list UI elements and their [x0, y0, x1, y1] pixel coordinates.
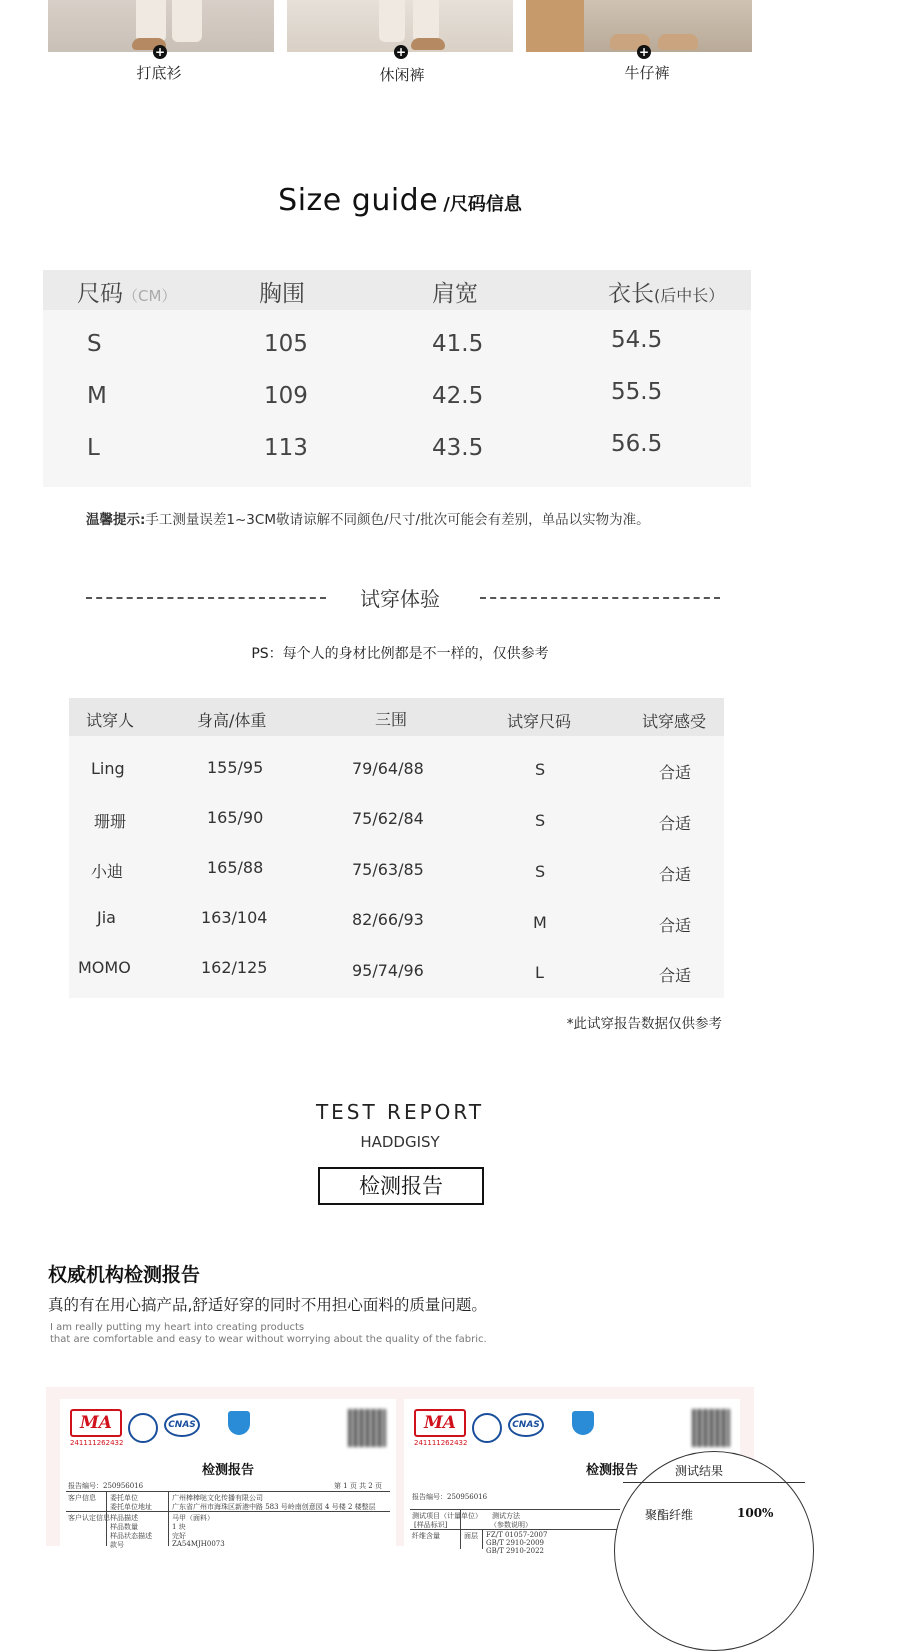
header-measurements: 三围 [375, 710, 408, 729]
size-row-l-shoulder: 43.5 [432, 435, 484, 461]
client-value: 广州棒棒哒文化传播有限公司 [172, 1494, 263, 1502]
cnas-logo-icon: CNAS [508, 1413, 544, 1437]
try-row-3-feel: 合适 [659, 865, 692, 884]
cma-logo-icon: MA [414, 1409, 466, 1437]
product-label-2[interactable]: 休闲裤 [379, 66, 425, 84]
try-on-header [69, 698, 724, 736]
header-chest: 胸围 [259, 281, 305, 307]
magnified-result-title: 测试结果 [675, 1464, 724, 1478]
try-row-3-size: S [535, 862, 546, 881]
sample-state-label: 样品状态描述 [110, 1532, 152, 1540]
standard-2: GB/T 2910-2009 [486, 1539, 544, 1547]
try-row-3-measure: 75/63/85 [352, 860, 424, 879]
table-line [410, 1529, 620, 1530]
try-on-table [69, 698, 724, 998]
sample-qty-value: 1 块 [172, 1523, 186, 1531]
size-row-l-chest: 113 [264, 435, 308, 461]
client-label: 委托单位 [110, 1494, 138, 1502]
product-label-1[interactable]: 打底衫 [136, 64, 182, 82]
test-method-header: 测试方法 [492, 1512, 520, 1520]
try-row-5-measure: 95/74/96 [352, 961, 424, 980]
try-row-4-size: M [533, 913, 547, 932]
size-guide-title-en: Size guide [278, 183, 439, 218]
size-row-s-length: 54.5 [611, 327, 663, 353]
size-table [43, 270, 751, 487]
try-row-4-feel: 合适 [659, 916, 692, 935]
table-line [106, 1491, 107, 1546]
sample-desc-value: 马甲（面料） [172, 1514, 214, 1522]
customer-confirm-label: 客户认定信息 [68, 1514, 110, 1522]
try-on-title [0, 583, 800, 613]
try-row-2-person: 珊珊 [94, 812, 127, 831]
header-size-unit: （CM） [123, 287, 177, 305]
authority-subtitle: 真的有在用心搞产品,舒适好穿的同时不用担心面料的质量问题。 [48, 1296, 487, 1314]
authority-title: 权威机构检测报告 [48, 1264, 201, 1286]
report-number: 报告编号：250956016 [412, 1493, 488, 1501]
sample-id-header: [样品标识] [414, 1521, 448, 1529]
certificate-image-2[interactable] [404, 1399, 774, 1555]
header-length: 衣长(后中长） [608, 281, 725, 307]
photo-shoe [411, 38, 445, 50]
style-number-value: ZA54MJH0073 [172, 1540, 225, 1548]
size-row-m-size: M [87, 383, 107, 409]
cma-logo-icon: MA [70, 1409, 122, 1437]
size-row-l-size: L [87, 435, 100, 461]
try-row-5-size: L [535, 963, 544, 982]
page-indicator: 第 1 页 共 2 页 [333, 1482, 382, 1490]
photo-leg [136, 0, 166, 42]
test-report-box: 检测报告 [318, 1167, 484, 1205]
test-report-title: TEST REPORT [315, 1100, 485, 1124]
divider-right [480, 597, 720, 599]
size-row-m-chest: 109 [264, 383, 308, 409]
try-row-4-hw: 163/104 [201, 908, 268, 927]
sample-qty-label: 样品数量 [110, 1523, 138, 1531]
size-row-l-length: 56.5 [611, 431, 663, 457]
try-row-5-person: MOMO [78, 958, 131, 977]
face-layer-label: 面层 [464, 1532, 478, 1540]
product-label-3[interactable]: 牛仔裤 [624, 64, 670, 82]
fiber-content-label: 纤维含量 [412, 1532, 440, 1540]
size-table-header [43, 270, 751, 310]
size-guide-title-cn: /尺码信息 [443, 194, 522, 215]
table-line [460, 1509, 461, 1549]
header-shoulder: 肩宽 [432, 281, 478, 307]
try-row-2-size: S [535, 811, 546, 830]
ecommerce-testing-shield-icon [228, 1411, 250, 1435]
try-row-3-person: 小迪 [91, 862, 124, 881]
table-line [66, 1511, 390, 1512]
test-item-header: 测试项目（计量单位） [412, 1512, 482, 1520]
add-product-2-icon[interactable]: + [395, 45, 407, 59]
qr-code-icon [348, 1409, 386, 1447]
size-note-text: 手工测量误差1~3CM敬请谅解不同颜色/尺寸/批次可能会有差别，单品以实物为准。 [145, 512, 650, 528]
size-note [86, 508, 650, 528]
add-product-3-icon[interactable]: + [638, 45, 650, 59]
try-row-1-hw: 155/95 [207, 758, 264, 777]
try-row-1-size: S [535, 760, 546, 779]
qr-code-icon [692, 1409, 730, 1447]
table-line [168, 1491, 169, 1546]
table-line [410, 1509, 620, 1510]
header-length-note: (后中长） [654, 286, 725, 305]
header-feel: 试穿感受 [642, 712, 707, 731]
photo-leg [413, 0, 439, 42]
try-row-2-hw: 165/90 [207, 808, 264, 827]
magnified-item: 聚酯纤维 [645, 1508, 694, 1522]
try-row-1-feel: 合适 [659, 763, 692, 782]
try-row-3-hw: 165/88 [207, 858, 264, 877]
cma-number: 241111262432 [70, 1439, 124, 1447]
try-row-5-feel: 合适 [659, 966, 692, 985]
certificate-title: 检测报告 [201, 1463, 254, 1478]
report-number: 报告编号：250956016 [68, 1482, 144, 1490]
cnas-logo-icon: CNAS [164, 1413, 200, 1437]
try-row-5-hw: 162/125 [201, 958, 268, 977]
try-row-2-feel: 合适 [659, 814, 692, 833]
standard-1: FZ/T 01057-2007 [486, 1531, 548, 1539]
add-product-1-icon[interactable]: + [154, 45, 166, 59]
size-row-s-shoulder: 41.5 [432, 331, 484, 357]
try-row-2-measure: 75/62/84 [352, 809, 424, 828]
size-note-label: 温馨提示: [86, 512, 146, 528]
cma-number: 241111262432 [414, 1439, 468, 1447]
client-address-label: 委托单位地址 [110, 1503, 152, 1511]
magnified-line [623, 1482, 805, 1483]
photo-leg [172, 0, 202, 42]
try-row-4-measure: 82/66/93 [352, 910, 424, 929]
size-row-s-size: S [87, 331, 102, 357]
photo-leg [379, 0, 405, 42]
photo-bag [526, 0, 584, 52]
client-address-value: 广东省广州市海珠区新港中路 583 号岭南创意园 4 号楼 2 楼整层 [172, 1503, 376, 1511]
style-number-label: 款号 [110, 1541, 124, 1549]
header-height-weight: 身高/体重 [197, 711, 267, 730]
brand-name: HADDGISY [360, 1133, 440, 1151]
try-row-1-person: Ling [91, 759, 125, 778]
table-line [66, 1491, 390, 1492]
size-guide-title [0, 183, 800, 218]
header-person: 试穿人 [86, 711, 135, 730]
try-on-ps: PS：每个人的身材比例都是不一样的，仅供参考 [251, 646, 549, 662]
ecommerce-testing-shield-icon [572, 1411, 594, 1435]
certificate-image-1[interactable] [60, 1399, 396, 1549]
try-on-title-text: 试穿体验 [360, 587, 440, 611]
magnified-value: 100% [737, 1506, 774, 1520]
magnifier-lens [614, 1451, 814, 1651]
header-size: 尺码（CM） [77, 281, 177, 307]
table-line [482, 1529, 483, 1549]
customer-info-label: 客户信息 [68, 1494, 96, 1502]
certificate-title: 检测报告 [586, 1463, 639, 1478]
ilac-mra-logo-icon [128, 1413, 158, 1443]
size-row-m-shoulder: 42.5 [432, 383, 484, 409]
size-row-s-chest: 105 [264, 331, 308, 357]
try-row-1-measure: 79/64/88 [352, 759, 424, 778]
sample-desc-label: 样品描述 [110, 1514, 138, 1522]
param-note-header: （参数说明） [490, 1521, 532, 1529]
certificate-gallery [46, 1387, 774, 1555]
size-row-m-length: 55.5 [611, 379, 663, 405]
ilac-mra-logo-icon [472, 1413, 502, 1443]
sample-state-value: 完好 [172, 1532, 186, 1540]
header-try-size: 试穿尺码 [507, 712, 572, 731]
authority-english-line-1: I am really putting my heart into creating products [50, 1322, 305, 1333]
try-on-footnote: *此试穿报告数据仅供参考 [566, 1016, 722, 1032]
photo-shoe [658, 34, 698, 50]
try-row-4-person: Jia [97, 908, 116, 927]
standard-3: GB/T 2910-2022 [486, 1547, 544, 1555]
authority-english-line-2: that are comfortable and easy to wear without worrying about the quality of the fabric. [50, 1334, 487, 1345]
